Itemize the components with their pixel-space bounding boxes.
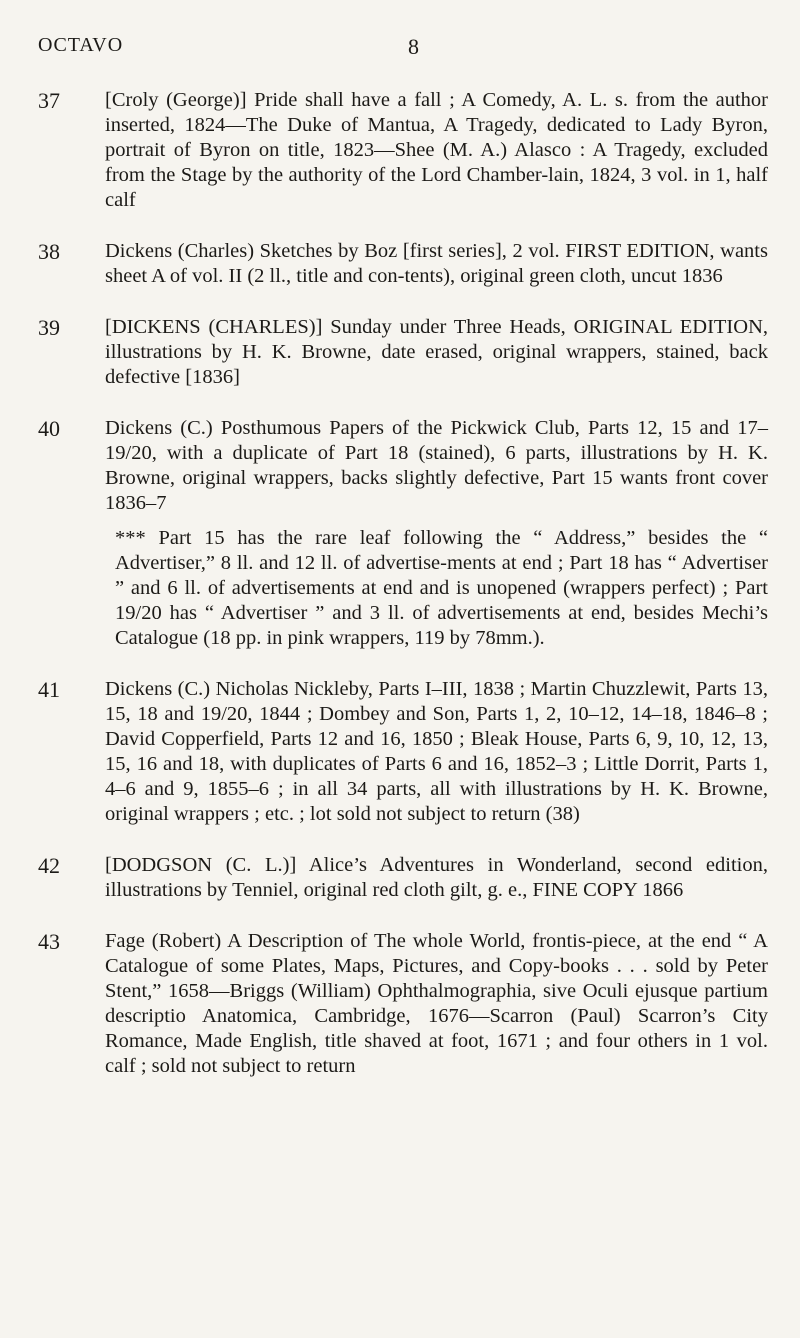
lot-description: Dickens (Charles) Sketches by Boz [first series], 2 vol. FIRST EDITION, wants sheet A of vol. II (2 ll., title and con-tents), original green cloth, uncut 1836	[105, 240, 768, 287]
lot-description: Fage (Robert) A Description of The whole World, frontis-piece, at the end “ A Catalogue of some Plates, Maps, Pictures, and Copy-books . . . sold by Peter Stent,” 1658—Briggs (William) Ophthalmographia, sive Oculi ejusque partium descriptio Anatomica, Cambridge, 1676—Scarron (Paul) Scarron’s City Romance, Made English, title shaved at foot, 1671 ; and four others in 1 vol. calf ; sold not subject to return	[105, 930, 768, 1077]
page-header	[38, 34, 760, 64]
catalogue-entry-43	[38, 929, 768, 1079]
lot-number: 37	[38, 88, 60, 113]
lot-number: 43	[38, 929, 60, 954]
lot-number: 40	[38, 416, 60, 441]
lot-number: 38	[38, 239, 60, 264]
catalogue-entries	[38, 88, 768, 1079]
catalogue-entry-39	[38, 315, 768, 390]
catalogue-entry-40	[38, 416, 768, 651]
section-title: OCTAVO	[38, 34, 124, 56]
catalogue-entry-37	[38, 88, 768, 213]
lot-description: Dickens (C.) Nicholas Nickleby, Parts I–III, 1838 ; Martin Chuzzlewit, Parts 13, 15, 18 and 19/20, 1844 ; Dombey and Son, Parts 1, 2, 10–12, 14–18, 1846–8 ; David Copperfield, Parts 12 and 16, 1850 ; Bleak House, Parts 6, 9, 10, 12, 13, 15, 16 and 18, with duplicates of Parts 6 and 16, 1852–3 ; Little Dorrit, Parts 1, 4–6 and 9, 1855–6 ; in all 34 parts, all with illustrations by H. K. Browne, original wrappers ; etc. ; lot sold not subject to return (38)	[105, 678, 768, 825]
lot-number: 41	[38, 677, 60, 702]
lot-description: [DODGSON (C. L.)] Alice’s Adventures in Wonderland, second edition, illustrations by Tenniel, original red cloth gilt, g. e., FINE COPY 1866	[105, 854, 768, 901]
catalogue-entry-41	[38, 677, 768, 827]
lot-description: Dickens (C.) Posthumous Papers of the Pickwick Club, Parts 12, 15 and 17–19/20, with a duplicate of Part 18 (stained), 6 parts, illustrations by H. K. Browne, original wrappers, backs slightly defective, Part 15 wants front cover 1836–7	[105, 417, 768, 514]
lot-description: [Croly (George)] Pride shall have a fall ; A Comedy, A. L. s. from the author inserted, 1824—The Duke of Mantua, A Tragedy, dedicated to Lady Byron, portrait of Byron on title, 1823—Shee (M. A.) Alasco : A Tragedy, excluded from the Stage by the authority of the Lord Chamber-lain, 1824, 3 vol. in 1, half calf	[105, 89, 768, 211]
lot-description: [DICKENS (CHARLES)] Sunday under Three Heads, ORIGINAL EDITION, illustrations by H. K. Browne, date erased, original wrappers, stained, back defective [1836]	[105, 316, 768, 388]
lot-note: *** Part 15 has the rare leaf following the “ Address,” besides the “ Advertiser,” 8 ll. and 12 ll. of advertise-ments at end ; Part 18 has “ Advertiser ” and 6 ll. of advertisements at end and is unopened (wrappers perfect) ; Part 19/20 has “ Advertiser ” and 3 ll. of advertisements at end, besides Mechi’s Catalogue (18 pp. in pink wrappers, 119 by 78mm.).	[115, 527, 768, 649]
catalogue-entry-38	[38, 239, 768, 289]
lot-number: 42	[38, 853, 60, 878]
page-number: 8	[408, 34, 419, 59]
lot-number: 39	[38, 315, 60, 340]
catalogue-entry-42	[38, 853, 768, 903]
